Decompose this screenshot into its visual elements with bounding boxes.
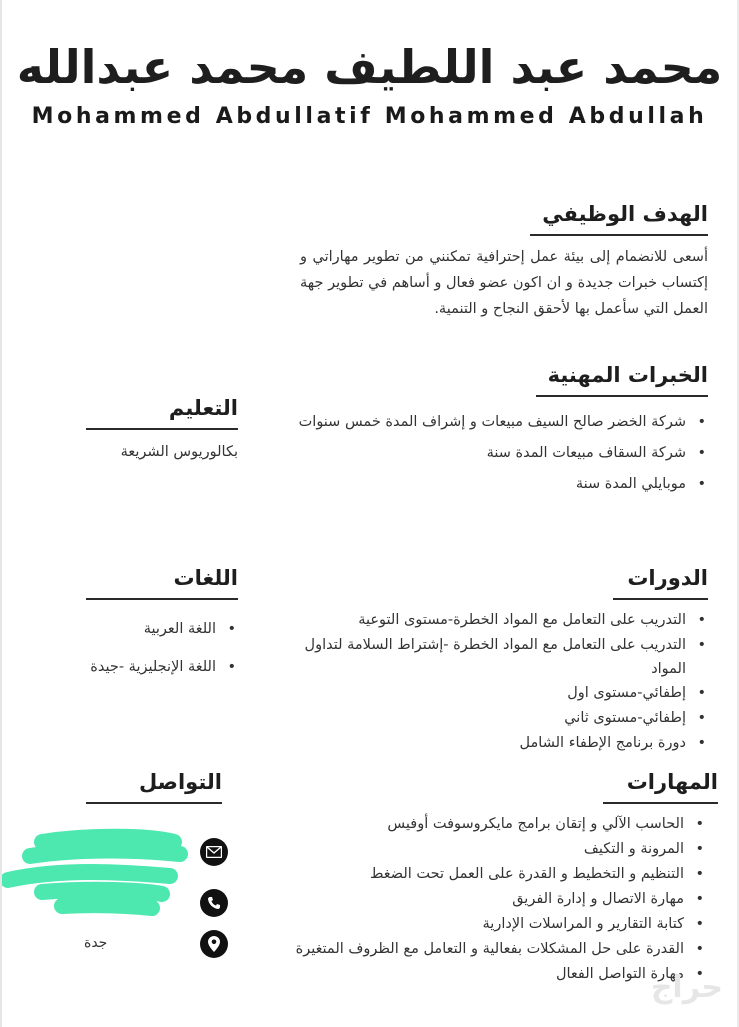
objective-text: أسعى للانضمام إلى بيئة عمل إحترافية تمكنني من تطوير مهاراتي و إكتساب خبرات جديدة و ان اكون عضو فعال و أساهم في تطوير جهة العمل التي سأعمل بها لأحقق النجاح و التنمية.: [300, 249, 708, 317]
contact-section: [86, 770, 222, 804]
experience-section: [280, 363, 708, 500]
list-item: • مهارة الاتصال و إدارة الفريق: [290, 887, 684, 912]
list-item: • دورة برنامج الإطفاء الشامل: [290, 731, 686, 756]
watermark-logo: حراج: [650, 970, 723, 1005]
languages-list: [86, 610, 238, 686]
list-item: • التدريب على التعامل مع المواد الخطرة -إشتراط السلامة لتداول المواد: [290, 633, 686, 681]
list-item: • موبايلي المدة سنة: [280, 469, 686, 500]
courses-section: [290, 566, 708, 756]
redaction-scribble: [2, 828, 202, 918]
list-item: • مهارة التواصل الفعال: [290, 962, 684, 987]
contact-title: التواصل: [86, 770, 222, 804]
list-item: • اللغة الإنجليزية -جيدة: [86, 648, 216, 686]
languages-title: اللغات: [86, 566, 238, 600]
skills-list: [290, 812, 718, 987]
list-item: • القدرة على حل المشكلات بفعالية و التعامل مع الظروف المتغيرة: [290, 937, 684, 962]
list-item: • التدريب على التعامل مع المواد الخطرة-مستوى التوعية: [290, 608, 686, 633]
education-degree: بكالوريوس الشريعة: [120, 444, 238, 460]
location-text: جدة: [84, 935, 108, 951]
skills-title: المهارات: [603, 770, 718, 804]
list-item: • إطفائي-مستوى اول: [290, 681, 686, 706]
list-item: • الحاسب الآلي و إتقان برامج مايكروسوفت أوفيس: [290, 812, 684, 837]
objective-section: [300, 202, 708, 322]
list-item: • المرونة و التكيف: [290, 837, 684, 862]
list-item: • إطفائي-مستوى ثاني: [290, 706, 686, 731]
location-pin-icon: [200, 930, 228, 958]
list-item: • التنظيم و التخطيط و القدرة على العمل تحت الضغط: [290, 862, 684, 887]
list-item: • شركة الخضر صالح السيف مبيعات و إشراف المدة خمس سنوات: [280, 407, 686, 438]
phone-icon: [200, 889, 228, 917]
name-arabic: محمد عبد اللطيف محمد عبدالله: [16, 40, 723, 94]
experience-list: [280, 407, 708, 500]
list-item: • كتابة التقارير و المراسلات الإدارية: [290, 912, 684, 937]
objective-title: الهدف الوظيفي: [530, 202, 708, 236]
courses-title: الدورات: [613, 566, 708, 600]
education-section: [86, 396, 238, 460]
envelope-icon: [200, 838, 228, 866]
experience-title: الخبرات المهنية: [536, 363, 708, 397]
name-english: Mohammed Abdullatif Mohammed Abdullah: [31, 104, 708, 129]
education-title: التعليم: [86, 396, 238, 430]
skills-section: [290, 770, 718, 987]
courses-list: [290, 608, 708, 756]
list-item: • اللغة العربية: [86, 610, 216, 648]
languages-section: [86, 566, 238, 686]
list-item: • شركة السقاف مبيعات المدة سنة: [280, 438, 686, 469]
